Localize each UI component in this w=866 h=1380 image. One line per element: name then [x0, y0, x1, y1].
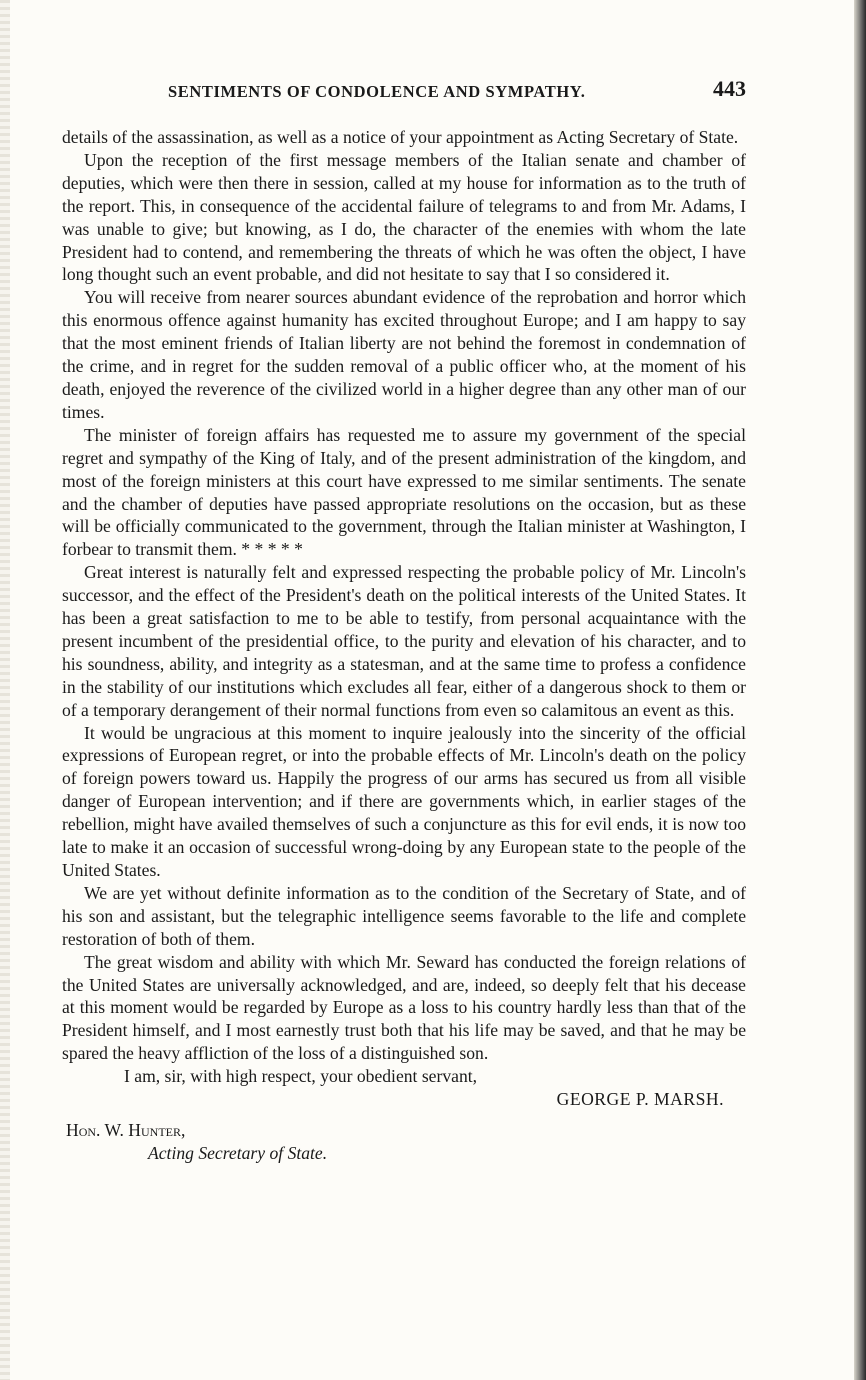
document-page	[62, 76, 746, 1165]
paragraph-8: The great wisdom and ability with which Mr. Seward has conducted the foreign relations of the United States are universally acknowledged, and are, indeed, so deeply felt that his decease at this moment would be regarded by Europe as a loss to his country hardly less than that of the President himself, and I most earnestly trust both that his life may be saved, and that he may be spared the heavy affliction of the loss of a distinguished son.	[62, 951, 746, 1064]
paragraph-2: Upon the reception of the first message members of the Italian senate and chamber of deputies, which were then there in session, called at my house for information as to the truth of the report. This, in consequence of the accidental failure of telegrams to and from Mr. Adams, I was unable to give; but knowing, as I do, the character of the enemies with whom the late President had to contend, and remembering the threats of which he was often the object, I have long thought such an event probable, and did not hesitate to say that I so considered it.	[62, 149, 746, 285]
paragraph-4: The minister of foreign affairs has requested me to assure my government of the special regret and sympathy of the King of Italy, and of the present administration of the kingdom, and most of the foreign ministers at this court have expressed to me similar sentiments. The senate and the chamber of deputies have passed appropriate resolutions on the occasion, but as these will be officially communicated to the government, through the Italian minister at Washington, I forbear to transmit them. * * * * *	[62, 424, 746, 560]
paragraph-3: You will receive from nearer sources abundant evidence of the reprobation and horror which this enormous offence against humanity has excited throughout Europe; and I am happy to say that the most eminent friends of Italian liberty are not behind the foremost in condemnation of the crime, and in regret for the sudden removal of a public officer who, at the moment of his death, enjoyed the reverence of the civilized world in a higher degree than any other man of our times.	[62, 287, 746, 422]
signature: GEORGE P. MARSH.	[556, 1089, 724, 1110]
letter-body	[62, 126, 746, 1065]
paragraph-5: Great interest is naturally felt and expressed respecting the probable policy of Mr. Lincoln's successor, and the effect of the President's death on the political interests of the United States. It has been a great satisfaction to me to be able to testify, from personal acquaintance with the present incumbent of the presidential office, to the purity and elevation of his character, and to his soundness, ability, and integrity as a statesman, and at the same time to profess a confidence in the stability of our institutions which excludes all fear, either of a dangerous shock to them or of a temporary derangement of their normal functions from even so calamitous an event as this.	[62, 562, 746, 720]
paragraph-7: We are yet without definite information as to the condition of the Secretary of State, and of his son and assistant, but the telegraphic intelligence seems favorable to the life and complete restoration of both of them.	[62, 882, 746, 949]
complimentary-close: I am, sir, with high respect, your obedient servant,	[124, 1066, 478, 1087]
running-head	[62, 76, 746, 110]
addressee-block	[62, 1119, 746, 1165]
paragraph-6: It would be ungracious at this moment to inquire jealously into the sincerity of the official expressions of European regret, or into the probable effects of Mr. Lincoln's death on the policy of foreign powers toward us. Happily the progress of our arms has secured us from all visible danger of European intervention; and if there are governments which, in earlier stages of the rebellion, might have availed themselves of such a conjuncture as this for evil ends, it is now too late to make it an occasion of successful wrong-doing by any European state to the people of the United States.	[62, 722, 746, 880]
running-title: SENTIMENTS OF CONDOLENCE AND SYMPATHY.	[168, 82, 586, 101]
page-right-edge	[854, 0, 866, 1380]
page-left-edge	[0, 0, 10, 1380]
letter-closing	[62, 1065, 746, 1165]
page-number: 443	[713, 76, 746, 101]
addressee-title: Acting Secretary of State.	[148, 1142, 328, 1163]
paragraph-1: details of the assassination, as well as a notice of your appointment as Acting Secretary of State.	[62, 127, 739, 147]
addressee-name: Hon. W. Hunter,	[66, 1119, 186, 1140]
